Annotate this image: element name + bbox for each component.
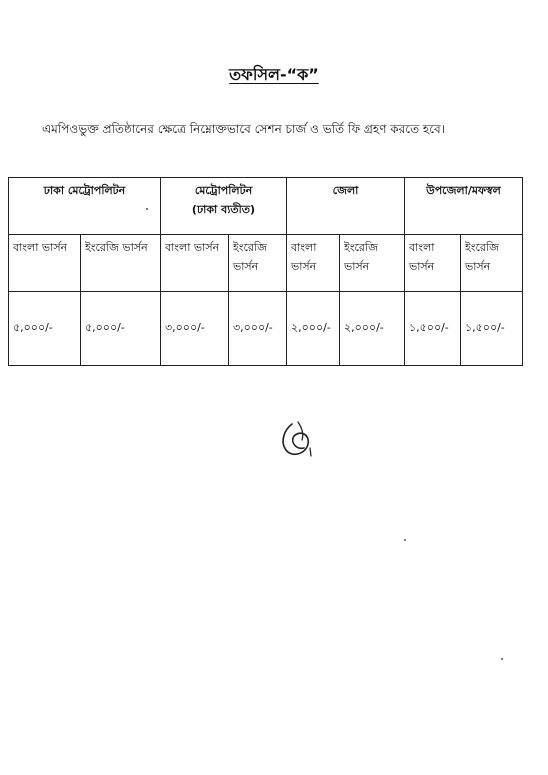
group-header-dhaka-metro xyxy=(9,178,161,235)
signature-mark xyxy=(278,420,324,460)
group-sublabel: (ঢাকা ব্যতীত) xyxy=(191,203,256,216)
version-cell: ইংরেজি ভার্সন xyxy=(461,235,523,292)
fee-row xyxy=(9,292,523,366)
fee-cell: ২,০০০/- xyxy=(287,292,340,366)
group-label: ঢাকা মেট্রোপলিটন xyxy=(43,184,126,197)
version-cell: ইংরেজি ভার্সন xyxy=(340,235,405,292)
fee-cell: ২,০০০/- xyxy=(340,292,405,366)
fee-cell: ১,৫০০/- xyxy=(405,292,461,366)
group-header-metro xyxy=(161,178,287,235)
group-header-upazila xyxy=(405,178,523,235)
fee-cell: ৩,০০০/- xyxy=(229,292,287,366)
version-cell: ইংরেজি ভার্সন xyxy=(81,235,161,292)
speck-mark xyxy=(404,539,406,541)
table-header-row xyxy=(9,178,523,235)
fee-table xyxy=(8,177,523,366)
version-cell: বাংলা ভার্সন xyxy=(161,235,229,292)
version-row xyxy=(9,235,523,292)
group-header-district xyxy=(287,178,405,235)
fee-cell: ৫,০০০/- xyxy=(9,292,81,366)
title-text: তফসিল-“ক” xyxy=(229,65,319,84)
group-label: জেলা xyxy=(332,184,359,197)
speck-mark xyxy=(501,658,503,660)
group-label: উপজেলা/মফস্বল xyxy=(426,184,501,197)
fee-cell: ৩,০০০/- xyxy=(161,292,229,366)
intro-paragraph: এমপিওভুক্ত প্রতিষ্ঠানের ক্ষেত্রে নিম্নোক্তভাবে সেশন চার্জ ও ভর্তি ফি গ্রহণ করতে হবে। xyxy=(42,122,446,136)
fee-cell: ৫,০০০/- xyxy=(81,292,161,366)
version-cell: বাংলা ভার্সন xyxy=(405,235,461,292)
version-cell: বাংলা ভার্সন xyxy=(287,235,340,292)
group-label: মেট্রোপলিটন xyxy=(194,184,253,197)
version-cell: বাংলা ভার্সন xyxy=(9,235,81,292)
page-title xyxy=(0,62,548,89)
version-cell: ইংরেজি ভার্সন xyxy=(229,235,287,292)
speck-mark xyxy=(146,208,148,210)
fee-cell: ১,৫০০/- xyxy=(461,292,523,366)
